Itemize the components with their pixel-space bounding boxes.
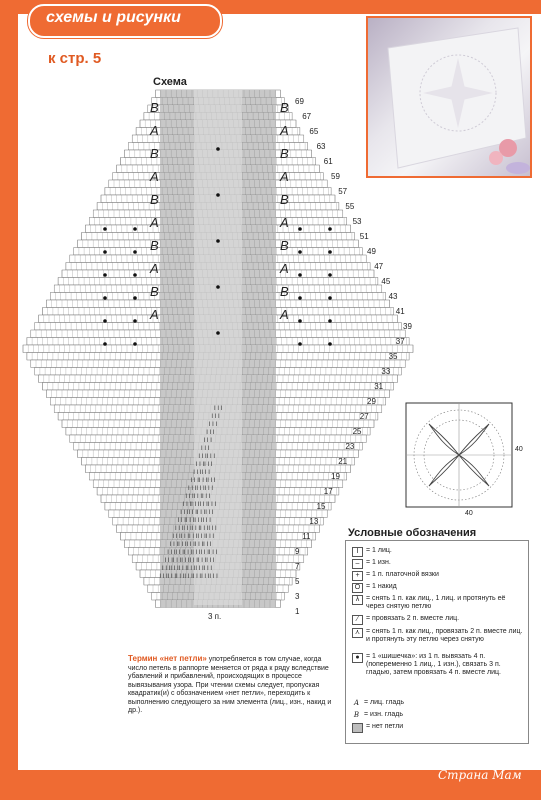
pattern-letter: В [150, 284, 159, 299]
nupp-dot [133, 342, 137, 346]
row-number: 59 [331, 172, 340, 181]
pattern-letter: А [280, 307, 289, 322]
lace-symbols: I I II I II I II I II I II I I [162, 566, 213, 572]
row-number: 27 [359, 412, 369, 421]
row-number: 11 [302, 532, 311, 541]
legend-item [352, 559, 524, 569]
legend-symbol [352, 723, 363, 733]
legend-title: Условные обозначения [348, 527, 477, 539]
nupp-dot [103, 227, 107, 231]
lace-symbols: I I II I I [195, 462, 213, 468]
nupp-dot [216, 193, 220, 197]
pattern-letter: В [280, 284, 289, 299]
row-number: 29 [367, 397, 376, 406]
legend-symbol: I [352, 547, 363, 557]
lace-symbols: I I II I II I II I II I II I II I I [159, 574, 218, 580]
lace-symbols: I I II I II I I [188, 486, 214, 492]
term-heading: Термин «нет петли» [128, 654, 207, 663]
lace-symbols: I I II I II I II I II I II I I [164, 558, 215, 564]
nupp-dot [298, 319, 302, 323]
row-number: 57 [338, 187, 348, 196]
legend-symbol: O [352, 583, 363, 593]
pattern-letter: А [280, 123, 289, 138]
lace-symbols: I I II I II I I [190, 478, 216, 484]
row-number: 47 [374, 262, 384, 271]
legend-item [352, 583, 524, 593]
lace-symbols: I I II I I [193, 470, 210, 476]
legend-symbol: ⁄ [352, 615, 363, 625]
chart-title: Схема [153, 76, 187, 88]
pattern-letter: А [280, 261, 289, 276]
pattern-letter: В [150, 238, 159, 253]
nupp-dot [328, 250, 332, 254]
row-number: 43 [388, 292, 398, 301]
lace-symbols: I I I [214, 406, 223, 412]
legend-item [352, 547, 524, 557]
square-height-label: 40 [515, 446, 523, 453]
legend-item [352, 571, 524, 581]
lace-symbols: I I II I II I II I I [177, 518, 211, 524]
legend-item [352, 628, 524, 644]
pattern-letter: А [150, 261, 159, 276]
row-number: 55 [345, 202, 355, 211]
legend-text: = 1 п. платочной вязки [366, 571, 439, 578]
row-number: 45 [381, 277, 391, 286]
legend-item [352, 595, 524, 611]
legend-text: = снять 1 п. как лиц., провязать 2 п. вместе лиц. и протянуть эту петлю через снятую [366, 628, 523, 643]
page-reference: к стр. 5 [48, 50, 102, 67]
chart-bottom-label: 3 п. [208, 612, 222, 621]
legend-symbol: λ [352, 595, 363, 605]
nupp-dot [103, 273, 107, 277]
row-number: 21 [338, 457, 348, 466]
watermark: Страна Мам [438, 768, 522, 782]
row-number: 13 [309, 517, 319, 526]
nupp-dot [133, 296, 137, 300]
row-number: 51 [359, 232, 369, 241]
row-number: 15 [316, 502, 326, 511]
pattern-letter: А [280, 169, 289, 184]
nupp-dot [328, 342, 332, 346]
pattern-letter: В [280, 192, 289, 207]
row-number: 37 [395, 337, 405, 346]
nupp-dot [298, 342, 302, 346]
pattern-letter: В [280, 100, 289, 115]
magazine-brand: КРЕАТИВ [66, 756, 116, 766]
row-number: 31 [374, 382, 384, 391]
legend-symbol: – [352, 559, 363, 569]
row-number: 39 [403, 322, 412, 331]
nupp-dot [298, 227, 302, 231]
row-number: 25 [352, 427, 362, 436]
nupp-dot [298, 296, 302, 300]
nupp-dot [133, 273, 137, 277]
legend-text: = 1 изн. [366, 559, 391, 566]
nupp-dot [216, 239, 220, 243]
section-title: схемы и рисунки [46, 9, 181, 26]
row-number: 33 [381, 367, 391, 376]
legend-text: = 1 накид [366, 583, 397, 590]
legend-text: = 1 лиц. [366, 547, 392, 554]
nupp-dot [328, 273, 332, 277]
pattern-letter: В [280, 238, 289, 253]
row-number: 49 [367, 247, 376, 256]
term-note [128, 655, 341, 735]
lace-symbols: I I II I II I II I I [180, 510, 214, 516]
pattern-letter: А [150, 307, 159, 322]
lace-symbols: I I I [206, 430, 215, 436]
nupp-dot [133, 227, 137, 231]
legend-symbol: ● [352, 653, 363, 663]
legend-symbol: А [353, 699, 360, 707]
lace-symbols: I I I [203, 438, 212, 444]
row-number: 61 [323, 157, 333, 166]
legend-item [352, 615, 524, 625]
pattern-letter: А [150, 169, 159, 184]
nupp-dot [328, 296, 332, 300]
lace-symbols: I I I [211, 414, 220, 420]
row-number: 19 [331, 472, 340, 481]
legend-symbol: ⋏ [352, 628, 363, 638]
lace-symbols: I I II I II I II I II I II I I [167, 550, 218, 556]
row-number: 35 [388, 352, 398, 361]
legend-box [345, 540, 529, 744]
pattern-letter: В [150, 192, 159, 207]
legend-symbol: + [352, 571, 363, 581]
legend-text: = изн. гладь [364, 711, 404, 718]
legend-text: = провязать 2 п. вместе лиц. [366, 615, 460, 622]
legend-item [352, 699, 524, 707]
nupp-dot [216, 285, 220, 289]
nupp-dot [328, 227, 332, 231]
nupp-dot [103, 250, 107, 254]
page-number: 26 [38, 752, 55, 767]
nupp-dot [133, 250, 137, 254]
row-number: 53 [352, 217, 362, 226]
row-number: 17 [323, 487, 333, 496]
nupp-dot [216, 331, 220, 335]
nupp-dot [298, 273, 302, 277]
row-number: 69 [295, 97, 304, 106]
square-width-label: 40 [465, 510, 473, 517]
nupp-dot [298, 250, 302, 254]
row-number: 23 [345, 442, 355, 451]
nupp-dot [103, 296, 107, 300]
lace-symbols: I I II I II I I [185, 494, 211, 500]
legend-text: = нет петли [366, 723, 404, 730]
pattern-letter: В [150, 100, 159, 115]
legend-text: = снять 1 п. как лиц., 1 лиц. и протянуть её через снятую петлю [366, 595, 506, 610]
legend-item [352, 723, 524, 733]
row-number: 1 [295, 607, 300, 616]
lace-symbols: I I I [201, 446, 210, 452]
motif-square [405, 402, 515, 512]
row-number: 67 [302, 112, 312, 121]
row-number: 65 [309, 127, 319, 136]
lace-symbols: I I II I II I II I II I I [169, 542, 212, 548]
lace-symbols: I I II I II I II I I [182, 502, 217, 508]
pattern-letter: А [150, 123, 159, 138]
lace-symbols: I I I [208, 422, 218, 428]
legend-text: = 1 «шишечка»: из 1 п. вывязать 4 п. (попеременно 1 лиц., 1 изн.), связать 3 п. гладью, затем провязать 4 п. вместе лиц. [366, 653, 502, 676]
row-number: 7 [295, 562, 300, 571]
row-number: 5 [295, 577, 300, 586]
term-body: употребляется в том случае, когда число петель в раппорте меняется от ряда к ряду вследствие убавлений и прибавлений, происходящих в процессе вывязывания узора. При чтении схемы следует, пропуская квадратик(и) с обозначением «нет петли», переходить к выполнению следующего за ним элемента (лиц., изн., накид и др.). [128, 656, 332, 714]
row-number: 41 [395, 307, 405, 316]
row-number: 3 [295, 592, 300, 601]
pattern-letter: А [150, 215, 159, 230]
pattern-letter: В [280, 146, 289, 161]
pattern-letter: А [280, 215, 289, 230]
legend-item [352, 711, 524, 719]
legend-item [352, 653, 524, 677]
nupp-dot [328, 319, 332, 323]
nupp-dot [103, 342, 107, 346]
lace-symbols: I I II I I [198, 454, 216, 460]
nupp-dot [103, 319, 107, 323]
lace-symbols: I I II I II I II I II I I [175, 526, 217, 532]
pattern-letter: В [150, 146, 159, 161]
nupp-dot [216, 147, 220, 151]
row-number: 9 [295, 547, 300, 556]
legend-symbol: В [353, 711, 360, 719]
row-number: 63 [316, 142, 326, 151]
legend-text: = лиц. гладь [364, 699, 405, 706]
lace-symbols: I I II I II I II I II I I [172, 534, 215, 540]
nupp-dot [133, 319, 137, 323]
